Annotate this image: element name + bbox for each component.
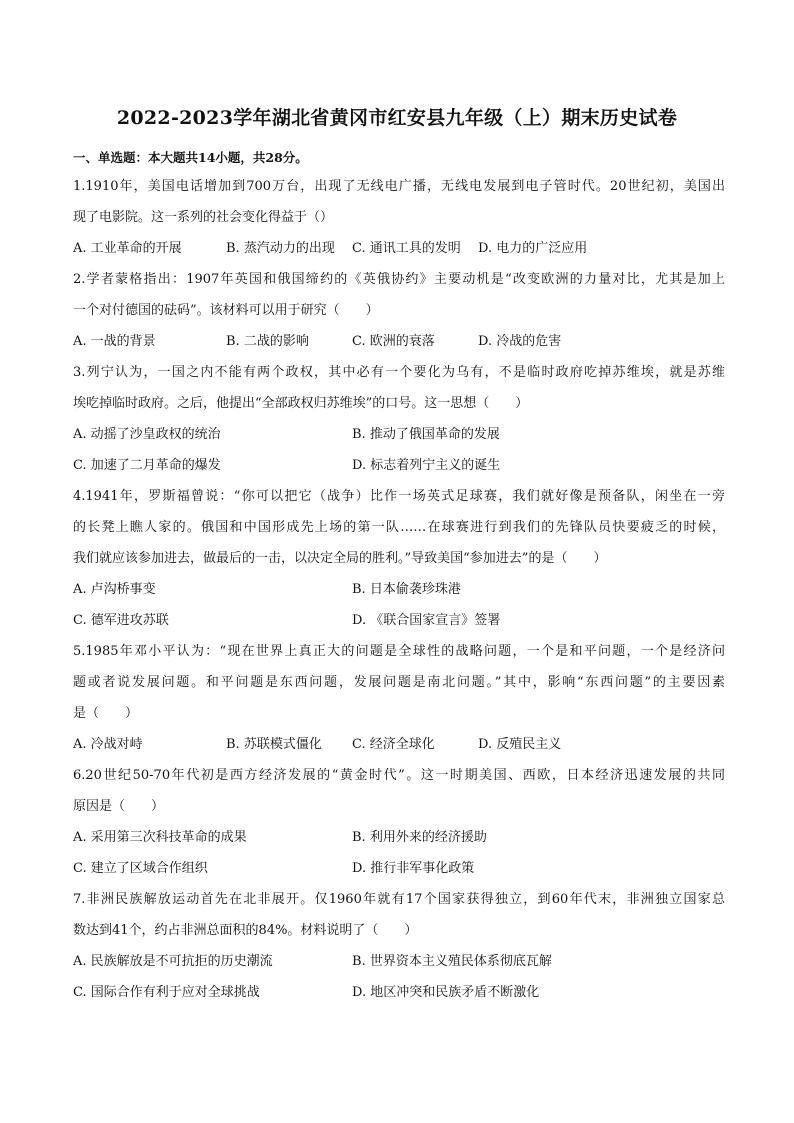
question-3-option-c: C. 加速了二月革命的爆发 xyxy=(73,458,221,473)
question-5-line-3: 是（ ） xyxy=(73,706,139,721)
question-1-option-a: A. 工业革命的开展 xyxy=(73,241,182,256)
question-7-option-c: C. 国际合作有利于应对全球挑战 xyxy=(73,985,260,1000)
question-4-option-d: D. 《联合国家宣言》签署 xyxy=(352,613,501,628)
question-3-option-a: A. 动摇了沙皇政权的统治 xyxy=(73,427,221,442)
question-7-option-d: D. 地区冲突和民族矛盾不断激化 xyxy=(352,985,540,1000)
question-4-line-3: 我们就应该参加进去，做最后的一击，以决定全局的胜利。”导致美国“参加进去”的是（ ） xyxy=(73,551,607,566)
question-1-option-d: D. 电力的广泛应用 xyxy=(478,241,588,256)
question-4-option-b: B. 日本偷袭珍珠港 xyxy=(352,582,461,597)
question-4-line-1: 4.1941年，罗斯福曾说：“你可以把它（战争）比作一场英式足球赛，我们就好像是预备队，闲坐在一旁 xyxy=(73,489,725,504)
question-3-option-d: D. 标志着列宁主义的诞生 xyxy=(352,458,501,473)
question-4-option-c: C. 德军进攻苏联 xyxy=(73,613,169,628)
question-6-option-b: B. 利用外来的经济援助 xyxy=(352,830,487,845)
question-2-line-2: 一个对付德国的砝码”。该材料可以用于研究（ ） xyxy=(73,303,379,318)
question-4-line-2: 的长凳上瞧人家的。俄国和中国形成先上场的第一队……在球赛进行到我们的先锋队员快要疲乏的时候， xyxy=(73,520,725,535)
question-7-option-a: A. 民族解放是不可抗拒的历史潮流 xyxy=(73,954,273,969)
question-5-line-2: 题或者说发展问题。和平问题是东西问题，发展问题是南北问题。”其中，影响“东西问题”的主要因素 xyxy=(73,675,725,690)
question-6-option-d: D. 推行非军事化政策 xyxy=(352,861,475,876)
question-2-option-d: D. 冷战的危害 xyxy=(478,334,562,349)
question-5-option-c: C. 经济全球化 xyxy=(352,737,435,752)
question-2-option-a: A. 一战的背景 xyxy=(73,334,156,349)
section-heading: 一、单选题：本大题共14小题，共28分。 xyxy=(73,150,308,165)
question-6-line-2: 原因是（ ） xyxy=(73,799,165,814)
question-6-line-1: 6.20世纪50-70年代初是西方经济发展的“黄金时代”。这一时期美国、西欧，日本经济迅速发展的共同 xyxy=(73,768,725,783)
question-2-option-c: C. 欧洲的衰落 xyxy=(352,334,435,349)
question-2-option-b: B. 二战的影响 xyxy=(226,334,309,349)
question-7-line-2: 数达到41个，约占非洲总面积的84%。材料说明了（ ） xyxy=(73,923,418,938)
question-7-line-1: 7.非洲民族解放运动首先在北非展开。仅1960年就有17个国家获得独立，到60年代末，非洲独立国家总 xyxy=(73,892,725,907)
question-1-line-2: 现了电影院。这一系列的社会变化得益于（） xyxy=(73,210,334,225)
question-1-option-b: B. 蒸汽动力的出现 xyxy=(226,241,335,256)
question-5-option-b: B. 苏联模式僵化 xyxy=(226,737,322,752)
question-6-option-a: A. 采用第三次科技革命的成果 xyxy=(73,830,247,845)
question-4-option-a: A. 卢沟桥事变 xyxy=(73,582,156,597)
question-3-line-1: 3.列宁认为，一国之内不能有两个政权，其中必有一个要化为乌有，不是临时政府吃掉苏维埃，就是苏维 xyxy=(73,365,725,380)
question-7-option-b: B. 世界资本主义殖民体系彻底瓦解 xyxy=(352,954,552,969)
question-3-line-2: 埃吃掉临时政府。之后，他提出“全部政权归苏维埃”的口号。这一思想（ ） xyxy=(73,396,529,411)
question-5-option-a: A. 冷战对峙 xyxy=(73,737,143,752)
question-3-option-b: B. 推动了俄国革命的发展 xyxy=(352,427,500,442)
question-1-option-c: C. 通讯工具的发明 xyxy=(352,241,461,256)
question-5-option-d: D. 反殖民主义 xyxy=(478,737,562,752)
question-6-option-c: C. 建立了区域合作组织 xyxy=(73,861,208,876)
question-5-line-1: 5.1985年邓小平认为：“现在世界上真正大的问题是全球性的战略问题，一个是和平问题，一个是经济问 xyxy=(73,644,725,659)
exam-title: 2022-2023学年湖北省黄冈市红安县九年级（上）期末历史试卷 xyxy=(116,107,678,129)
question-1-line-1: 1.1910年，美国电话增加到700万台，出现了无线电广播，无线电发展到电子管时代。20世纪初，美国出 xyxy=(73,179,725,194)
question-2-line-1: 2.学者蒙格指出：1907年英国和俄国缔约的《英俄协约》主要动机是“改变欧洲的力量对比，尤其是加上 xyxy=(73,272,725,287)
